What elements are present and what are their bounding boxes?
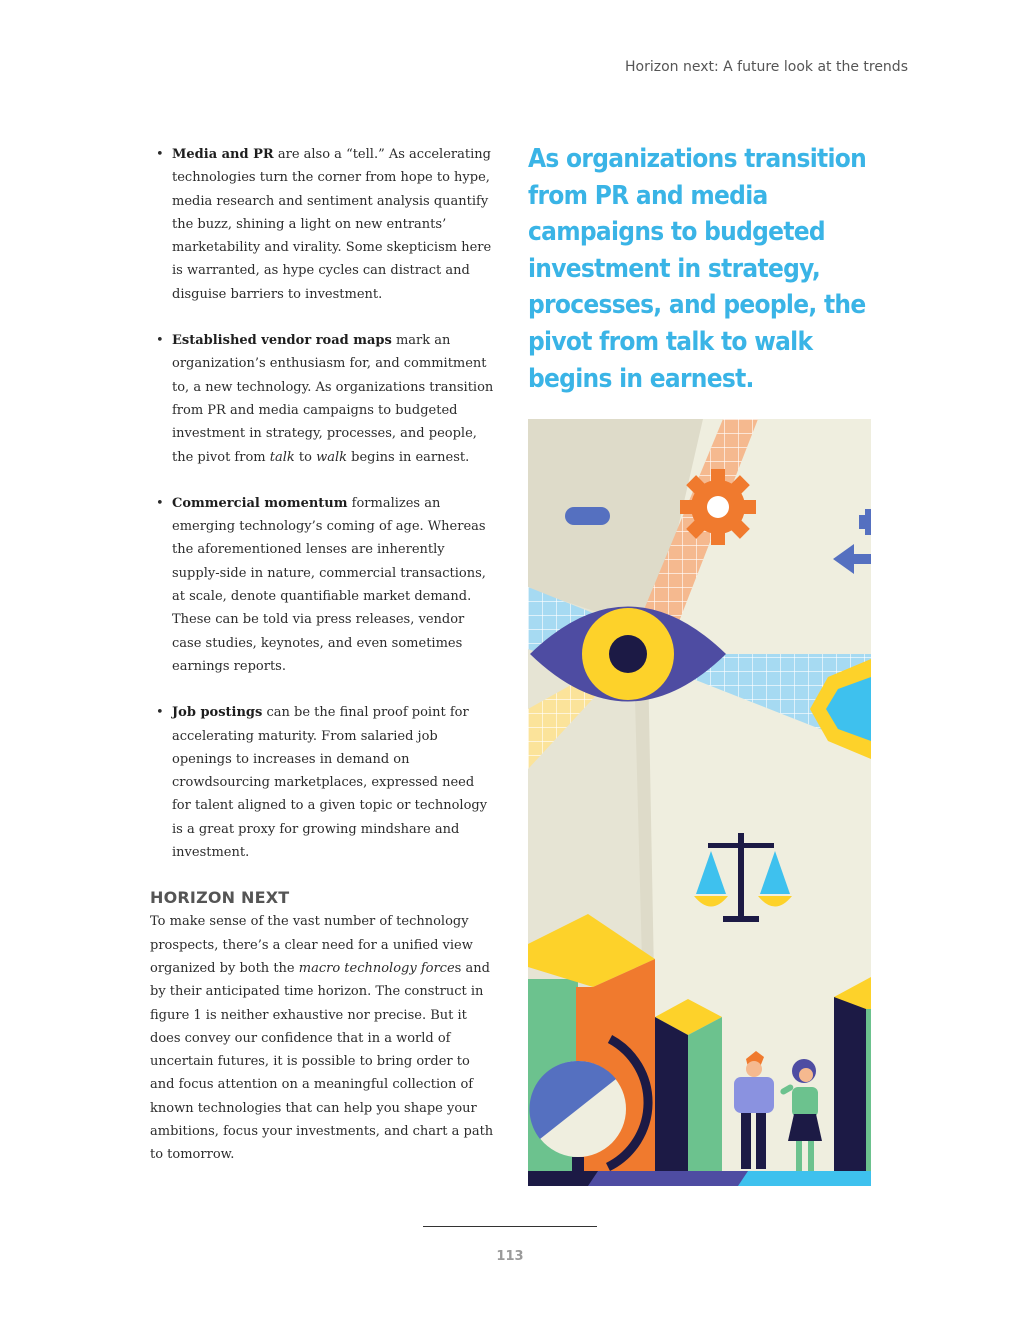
bullet-text: are also a “tell.” As accelerating technologies turn the corner from hope to hype, media research and sentiment analysis quantify the buzz, shining a light on new entrants’ marketability and virality. Some skepticism here is warranted, as hype cycles can distract and disguise barriers to investment.	[172, 147, 492, 302]
pull-quote: As organizations transition from PR and media campaigns to budgeted investment in strategy, processes, and people, the pivot from talk to walk begins in earnest.	[528, 144, 867, 394]
section-body	[150, 910, 495, 1166]
bullet-list	[150, 143, 495, 864]
bullet-term: Media and PR	[172, 147, 274, 162]
running-head: Horizon next: A future look at the trends	[625, 59, 908, 75]
bullet-term: Job postings	[172, 705, 263, 721]
bullet-text: to	[294, 449, 317, 465]
bar-navy-left	[655, 999, 722, 1186]
bullet-text: can be the final proof point for accelerating maturity. From salaried job openings to increases in demand on crowdsourcing marketplaces, expressed need for talent aligned to a given topic or technology is a great proxy for growing mindshare and investment.	[172, 705, 488, 861]
illustration	[528, 419, 871, 1186]
bullet-text: begins in earnest.	[347, 449, 470, 465]
bullet-text: formalizes an emerging technology’s coming of age. Whereas the aforementioned lenses are inherently supply-side in nature, commercial transactions, at scale, denote quantifiable market demand. These can be told via press releases, vendor case studies, keynotes, and even sometimes earnings reports.	[172, 495, 486, 674]
bar-navy-right	[834, 977, 871, 1186]
section-text: To make sense of the vast number of technology prospects, there’s a clear need for a unified view organized by both the	[150, 914, 473, 976]
bullet-job-postings	[150, 701, 495, 864]
bullet-term: Established vendor road maps	[172, 333, 392, 349]
bullet-text: mark an organization’s enthusiasm for, and commitment to, a new technology. As organizations transition from PR and media campaigns to budgeted investment in strategy, processes, and people, the pivot from	[172, 333, 494, 465]
bullet-emphasis: talk	[269, 449, 295, 465]
ground-strip	[738, 1171, 871, 1186]
section-heading: HORIZON NEXT	[150, 888, 290, 908]
gear-icon	[680, 469, 756, 545]
section-emphasis: macro technology force	[298, 960, 455, 976]
footer-rule	[423, 1226, 597, 1227]
bullet-vendor-road-maps	[150, 329, 495, 469]
bullet-emphasis: walk	[316, 449, 348, 465]
left-column	[150, 143, 495, 1167]
bullet-commercial-momentum	[150, 492, 495, 678]
section-text: s and by their anticipated time horizon. The construct in figure 1 is neither exhaustive nor precise. But it does convey our confidence that in a world of uncertain futures, it is possible to bring order to and focus attention on a meaningful collection of known technologies that can help you shape your ambitions, focus your investments, and chart a path to tomorrow.	[150, 960, 494, 1163]
bullet-media-pr	[150, 143, 495, 306]
ground-strip	[528, 1171, 598, 1186]
page-number: 113	[496, 1249, 524, 1264]
bullet-term: Commercial momentum	[172, 495, 348, 511]
pill-shape	[565, 507, 610, 525]
